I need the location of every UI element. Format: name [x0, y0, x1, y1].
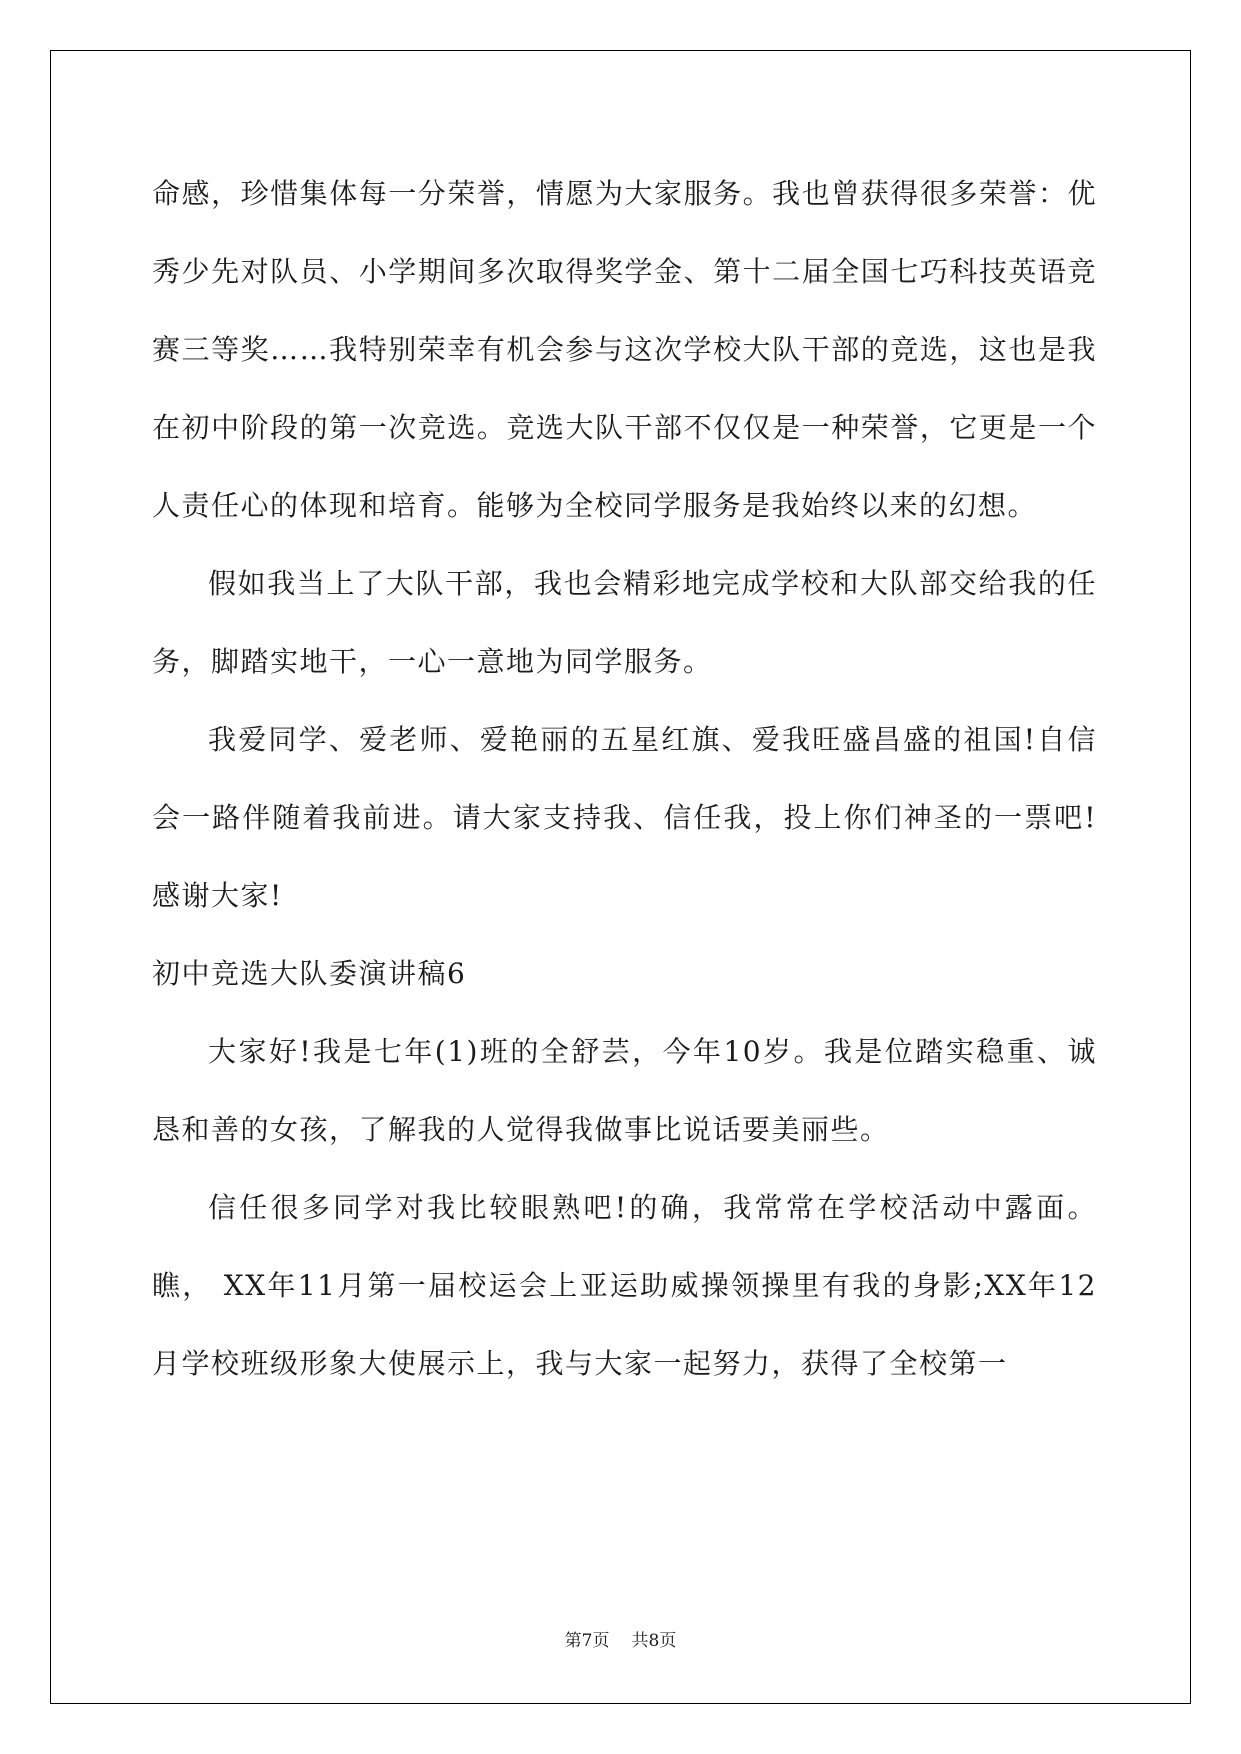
- page-total: 共8页: [631, 1631, 677, 1651]
- paragraph-5: 信任很多同学对我比较眼熟吧!的确，我常常在学校活动中露面。瞧， XX年11月第一届校运会上亚运助威操领操里有我的身影;XX年12月学校班级形象大使展示上，我与大家一起努力，获得了全校第一: [152, 1191, 1097, 1380]
- paragraph-3: 我爱同学、爱老师、爱艳丽的五星红旗、爱我旺盛昌盛的祖国!自信会一路伴随着我前进。请大家支持我、信任我，投上你们神圣的一票吧!感谢大家!: [152, 723, 1097, 912]
- document-body: [152, 155, 1097, 1403]
- section-title: 初中竞选大队委演讲稿6: [152, 957, 467, 990]
- page-number: 第7页: [564, 1631, 610, 1651]
- paragraph-1: 命感，珍惜集体每一分荣誉，情愿为大家服务。我也曾获得很多荣誉：优秀少先对队员、小学期间多次取得奖学金、第十二届全国七巧科技英语竞赛三等奖……我特别荣幸有机会参与这次学校大队干部的竞选，这也是我在初中阶段的第一次竞选。竞选大队干部不仅仅是一种荣誉，它更是一个人责任心的体现和培育。能够为全校同学服务是我始终以来的幻想。: [152, 177, 1097, 522]
- page-footer: [0, 1626, 1241, 1651]
- paragraph-2: 假如我当上了大队干部，我也会精彩地完成学校和大队部交给我的任务，脚踏实地干，一心一意地为同学服务。: [152, 567, 1097, 678]
- paragraph-4: 大家好!我是七年(1)班的全舒芸，今年10岁。我是位踏实稳重、诚恳和善的女孩，了解我的人觉得我做事比说话要美丽些。: [152, 1035, 1097, 1146]
